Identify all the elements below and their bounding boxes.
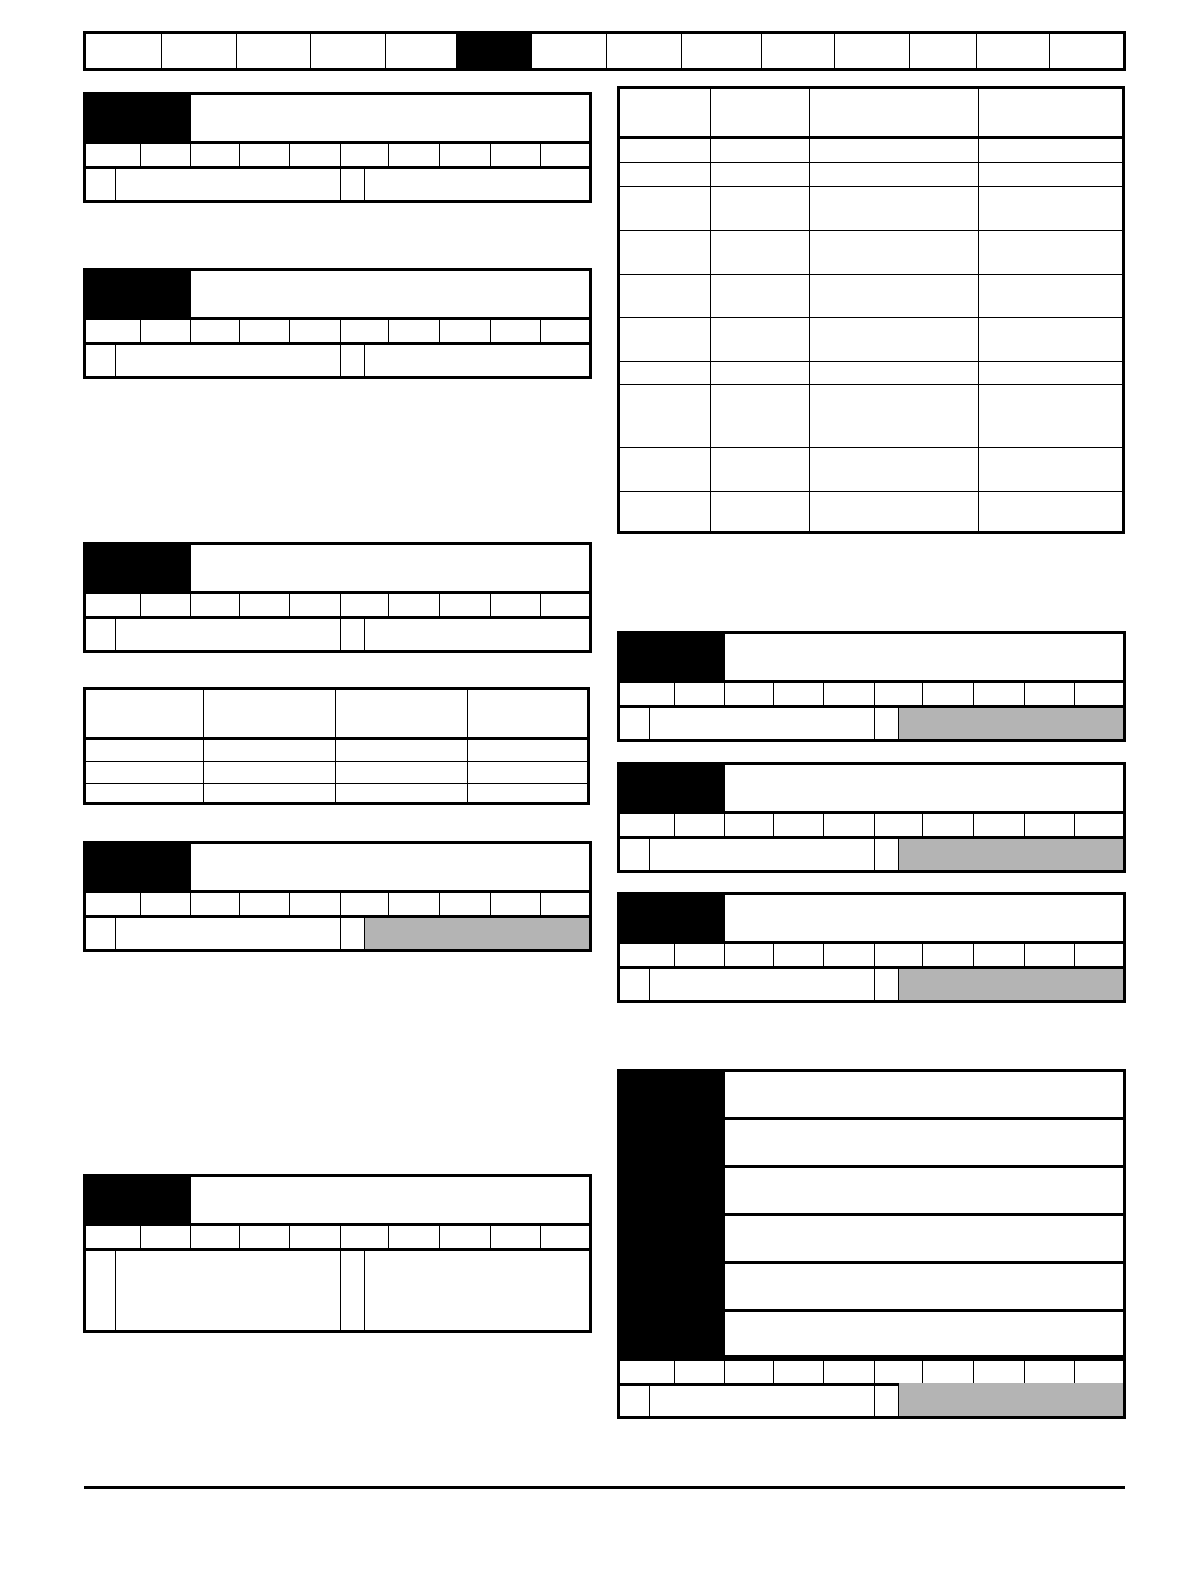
attribute-bit	[1025, 944, 1075, 966]
attribute-bit	[491, 893, 541, 915]
attribute-bit	[389, 893, 440, 915]
parameter-block-tall	[617, 1069, 1126, 1419]
attribute-bit	[875, 683, 923, 705]
parameter-header	[620, 895, 1123, 944]
parameter-attribute-bits	[86, 144, 589, 169]
table-cell	[711, 385, 810, 447]
table-row	[620, 231, 1122, 275]
parameter-number	[620, 634, 725, 680]
attribute-bit	[675, 683, 725, 705]
table-cell	[810, 362, 979, 384]
default-value-shaded	[899, 708, 1123, 739]
parameter-header	[86, 1177, 589, 1226]
parameter-title	[725, 895, 1123, 941]
table-cell	[620, 318, 711, 361]
attribute-bit	[675, 1361, 725, 1383]
nav-tab[interactable]	[86, 34, 162, 68]
parameter-number	[86, 545, 191, 591]
range-value	[116, 169, 341, 200]
parameter-number	[620, 895, 725, 941]
default-value	[365, 1251, 589, 1330]
table-row	[86, 740, 587, 762]
nav-tab[interactable]	[532, 34, 607, 68]
attribute-bit	[541, 594, 589, 616]
parameter-attribute-bits	[86, 893, 589, 918]
attribute-bit	[191, 144, 240, 166]
table-row	[620, 385, 1122, 448]
nav-tab[interactable]	[910, 34, 977, 68]
attribute-bit	[191, 1226, 240, 1248]
range-value	[650, 708, 875, 739]
parameter-attribute-bits	[86, 1226, 589, 1251]
table-row	[620, 275, 1122, 318]
attribute-bit	[491, 144, 541, 166]
attribute-bit	[541, 1226, 589, 1248]
attribute-bit	[440, 1226, 491, 1248]
range-value	[116, 619, 341, 650]
attribute-bit	[491, 320, 541, 342]
parameter-block	[83, 1174, 592, 1333]
default-symbol	[341, 345, 365, 376]
parameter-header	[620, 634, 1123, 683]
table-cell	[810, 275, 979, 317]
attribute-bit	[290, 144, 341, 166]
parameter-number	[86, 271, 191, 317]
attribute-bit	[974, 814, 1025, 836]
parameter-title-line	[725, 1120, 1123, 1168]
default-symbol	[875, 708, 899, 739]
parameter-range-row	[620, 839, 1123, 870]
attribute-bit	[1075, 683, 1123, 705]
attribute-bit	[141, 893, 191, 915]
table-cell	[336, 762, 468, 783]
parameter-block	[617, 631, 1126, 742]
attribute-bit	[875, 944, 923, 966]
attribute-bit	[1025, 1361, 1075, 1383]
attribute-bit	[620, 944, 675, 966]
range-value	[650, 839, 875, 870]
attribute-bit	[86, 594, 141, 616]
attribute-bit	[774, 683, 824, 705]
attribute-bit	[541, 893, 589, 915]
attribute-bit	[290, 594, 341, 616]
table-cell	[979, 448, 1122, 491]
default-symbol	[341, 169, 365, 200]
range-symbol	[620, 839, 650, 870]
default-symbol	[875, 969, 899, 1000]
table-cell	[810, 187, 979, 230]
parameter-range-row	[86, 345, 589, 376]
parameter-title	[191, 271, 589, 317]
attribute-bit	[191, 594, 240, 616]
attribute-bit	[389, 1226, 440, 1248]
table-row	[620, 187, 1122, 231]
table-header-cell	[711, 89, 810, 136]
attribute-bit	[620, 683, 675, 705]
parameter-attribute-bits	[86, 320, 589, 345]
attribute-bit	[974, 683, 1025, 705]
attribute-bit	[440, 893, 491, 915]
table-cell	[979, 139, 1122, 162]
attribute-bit	[341, 594, 389, 616]
parameter-block	[83, 92, 592, 203]
nav-tab[interactable]	[311, 34, 386, 68]
attribute-bit	[240, 1226, 290, 1248]
default-symbol	[875, 839, 899, 870]
table-row	[620, 318, 1122, 362]
table-cell	[86, 740, 204, 761]
parameter-title-line	[725, 1312, 1123, 1358]
table-cell	[979, 362, 1122, 384]
table-cell	[810, 385, 979, 447]
table-cell	[336, 740, 468, 761]
parameter-header	[86, 95, 589, 144]
parameter-title	[191, 844, 589, 890]
attribute-bit	[923, 683, 974, 705]
parameter-block	[617, 892, 1126, 1003]
attribute-bit	[774, 814, 824, 836]
attribute-bit	[824, 1361, 875, 1383]
attribute-bit	[620, 814, 675, 836]
attribute-bit	[86, 1226, 141, 1248]
parameter-attribute-bits	[620, 1358, 1123, 1386]
parameter-number	[620, 1072, 725, 1358]
attribute-bit	[141, 1226, 191, 1248]
attribute-bit	[725, 1361, 774, 1383]
table-cell	[810, 163, 979, 186]
nav-tab[interactable]	[1050, 34, 1123, 68]
attribute-bit	[824, 814, 875, 836]
table-cell	[620, 275, 711, 317]
table-cell	[620, 139, 711, 162]
table-cell	[620, 448, 711, 491]
parameter-range-row	[86, 918, 589, 949]
parameter-number	[86, 844, 191, 890]
table-row	[86, 784, 587, 802]
table-cell	[620, 362, 711, 384]
parameter-title	[725, 634, 1123, 680]
attribute-bit	[240, 893, 290, 915]
default-symbol	[341, 918, 365, 949]
table-cell	[810, 492, 979, 531]
nav-tab-active[interactable]	[457, 34, 532, 68]
parameter-title-line	[725, 1216, 1123, 1264]
attribute-bit	[290, 1226, 341, 1248]
range-symbol	[620, 1383, 650, 1416]
attribute-bit	[440, 144, 491, 166]
range-symbol	[86, 345, 116, 376]
attribute-bit	[541, 320, 589, 342]
attribute-bit	[341, 893, 389, 915]
attribute-bit	[974, 944, 1025, 966]
table-cell	[979, 492, 1122, 531]
attribute-bit	[141, 320, 191, 342]
table-row	[86, 762, 587, 784]
table-cell	[711, 492, 810, 531]
default-symbol	[875, 1383, 899, 1416]
attribute-bit	[290, 320, 341, 342]
parameter-range-row	[620, 1383, 1123, 1416]
table-cell	[711, 448, 810, 491]
parameter-title	[191, 1177, 589, 1223]
attribute-bit	[824, 944, 875, 966]
attribute-bit	[86, 893, 141, 915]
parameter-number	[86, 95, 191, 141]
table-cell	[620, 163, 711, 186]
attribute-bit	[725, 814, 774, 836]
attribute-bit	[1075, 814, 1123, 836]
value-table	[617, 86, 1125, 534]
attribute-bit	[725, 944, 774, 966]
parameter-header	[86, 545, 589, 594]
attribute-bit	[824, 683, 875, 705]
attribute-bit	[725, 683, 774, 705]
attribute-bit	[240, 144, 290, 166]
default-symbol	[341, 1251, 365, 1330]
range-symbol	[86, 918, 116, 949]
attribute-bit	[440, 320, 491, 342]
attribute-bit	[389, 320, 440, 342]
range-value	[116, 918, 341, 949]
attribute-bit	[389, 144, 440, 166]
parameter-block	[83, 841, 592, 952]
table-cell	[86, 784, 204, 802]
table-cell	[336, 784, 468, 802]
parameter-range-row	[86, 1251, 589, 1330]
attribute-bit	[541, 144, 589, 166]
attribute-bit	[389, 594, 440, 616]
range-symbol	[620, 708, 650, 739]
range-value	[650, 1383, 875, 1416]
attribute-bit	[923, 814, 974, 836]
nav-tab[interactable]	[607, 34, 682, 68]
table-header-row	[620, 89, 1122, 139]
nav-tab[interactable]	[237, 34, 311, 68]
table-row	[620, 492, 1122, 531]
parameter-title	[191, 545, 589, 591]
table-header-cell	[468, 690, 587, 737]
attribute-bit	[1025, 814, 1075, 836]
table-row	[620, 163, 1122, 187]
table-header-cell	[86, 690, 204, 737]
attribute-bit	[675, 814, 725, 836]
parameter-attribute-bits	[620, 944, 1123, 969]
range-symbol	[620, 969, 650, 1000]
attribute-bit	[1075, 1361, 1123, 1383]
table-cell	[468, 762, 587, 783]
attribute-bit	[141, 144, 191, 166]
nav-tab[interactable]	[762, 34, 835, 68]
table-cell	[620, 492, 711, 531]
parameter-title-line	[725, 1168, 1123, 1216]
nav-tab[interactable]	[835, 34, 910, 68]
table-cell	[810, 448, 979, 491]
attribute-bit	[341, 320, 389, 342]
parameter-range-row	[86, 169, 589, 200]
table-cell	[979, 231, 1122, 274]
table-header-cell	[979, 89, 1122, 136]
table-header-row	[86, 690, 587, 740]
range-symbol	[86, 1251, 116, 1330]
table-cell	[979, 163, 1122, 186]
default-value	[365, 169, 589, 200]
nav-tab[interactable]	[682, 34, 762, 68]
attribute-bit	[240, 320, 290, 342]
parameter-number	[86, 1177, 191, 1223]
parameter-title-line	[725, 1072, 1123, 1120]
default-symbol	[341, 619, 365, 650]
table-cell	[204, 762, 336, 783]
attribute-bit	[491, 1226, 541, 1248]
table-header-cell	[620, 89, 711, 136]
table-cell	[810, 318, 979, 361]
parameter-attribute-bits	[620, 814, 1123, 839]
attribute-bit	[491, 594, 541, 616]
attribute-bit	[923, 944, 974, 966]
attribute-bit	[290, 893, 341, 915]
parameter-header	[620, 765, 1123, 814]
attribute-bit	[774, 944, 824, 966]
parameter-block	[617, 762, 1126, 873]
default-value	[365, 345, 589, 376]
attribute-bit	[240, 594, 290, 616]
attribute-bit	[923, 1361, 974, 1383]
footer-divider	[84, 1486, 1125, 1489]
table-row	[620, 448, 1122, 492]
parameter-title	[191, 95, 589, 141]
parameter-attribute-bits	[86, 594, 589, 619]
attribute-bit	[141, 594, 191, 616]
table-cell	[620, 385, 711, 447]
table-cell	[711, 275, 810, 317]
table-header-cell	[810, 89, 979, 136]
default-value-shaded	[899, 1383, 1123, 1416]
attribute-bit	[1025, 683, 1075, 705]
attribute-bit	[86, 320, 141, 342]
parameter-header	[86, 271, 589, 320]
table-header-cell	[336, 690, 468, 737]
parameter-range-row	[86, 619, 589, 650]
table-cell	[204, 784, 336, 802]
range-value	[116, 345, 341, 376]
attribute-bit	[620, 1361, 675, 1383]
attribute-bit	[191, 893, 240, 915]
attribute-bit	[341, 1226, 389, 1248]
chapter-nav-strip	[83, 31, 1126, 71]
table-cell	[979, 385, 1122, 447]
table-cell	[979, 187, 1122, 230]
table-cell	[711, 318, 810, 361]
range-symbol	[86, 619, 116, 650]
nav-tab[interactable]	[386, 34, 457, 68]
attribute-bit	[86, 144, 141, 166]
parameter-attribute-bits	[620, 683, 1123, 708]
nav-tab[interactable]	[162, 34, 237, 68]
nav-tab[interactable]	[977, 34, 1050, 68]
table-cell	[810, 231, 979, 274]
table-cell	[979, 318, 1122, 361]
parameter-range-row	[620, 969, 1123, 1000]
table-header-cell	[204, 690, 336, 737]
attribute-bit	[341, 144, 389, 166]
table-cell	[620, 231, 711, 274]
attribute-bit	[440, 594, 491, 616]
parameter-header	[86, 844, 589, 893]
parameter-range-row	[620, 708, 1123, 739]
table-cell	[711, 187, 810, 230]
attribute-bit	[675, 944, 725, 966]
table-cell	[86, 762, 204, 783]
range-symbol	[86, 169, 116, 200]
default-value	[365, 619, 589, 650]
table-cell	[810, 139, 979, 162]
range-value	[116, 1251, 341, 1330]
range-value	[650, 969, 875, 1000]
parameter-title-line	[725, 1264, 1123, 1312]
attribute-bit	[875, 1361, 923, 1383]
default-value-shaded	[899, 839, 1123, 870]
parameter-number	[620, 765, 725, 811]
table-cell	[468, 784, 587, 802]
default-value-shaded	[365, 918, 589, 949]
default-value-shaded	[899, 969, 1123, 1000]
attribute-bit	[974, 1361, 1025, 1383]
table-cell	[468, 740, 587, 761]
table-cell	[979, 275, 1122, 317]
table-cell	[620, 187, 711, 230]
attribute-bit	[774, 1361, 824, 1383]
parameter-block	[83, 542, 592, 653]
table-cell	[711, 163, 810, 186]
attribute-bit	[1075, 944, 1123, 966]
table-cell	[711, 362, 810, 384]
parameter-title	[725, 765, 1123, 811]
attribute-bit	[191, 320, 240, 342]
value-table	[83, 687, 590, 805]
table-cell	[204, 740, 336, 761]
table-cell	[711, 139, 810, 162]
table-row	[620, 362, 1122, 385]
table-row	[620, 139, 1122, 163]
parameter-block	[83, 268, 592, 379]
attribute-bit	[875, 814, 923, 836]
table-cell	[711, 231, 810, 274]
